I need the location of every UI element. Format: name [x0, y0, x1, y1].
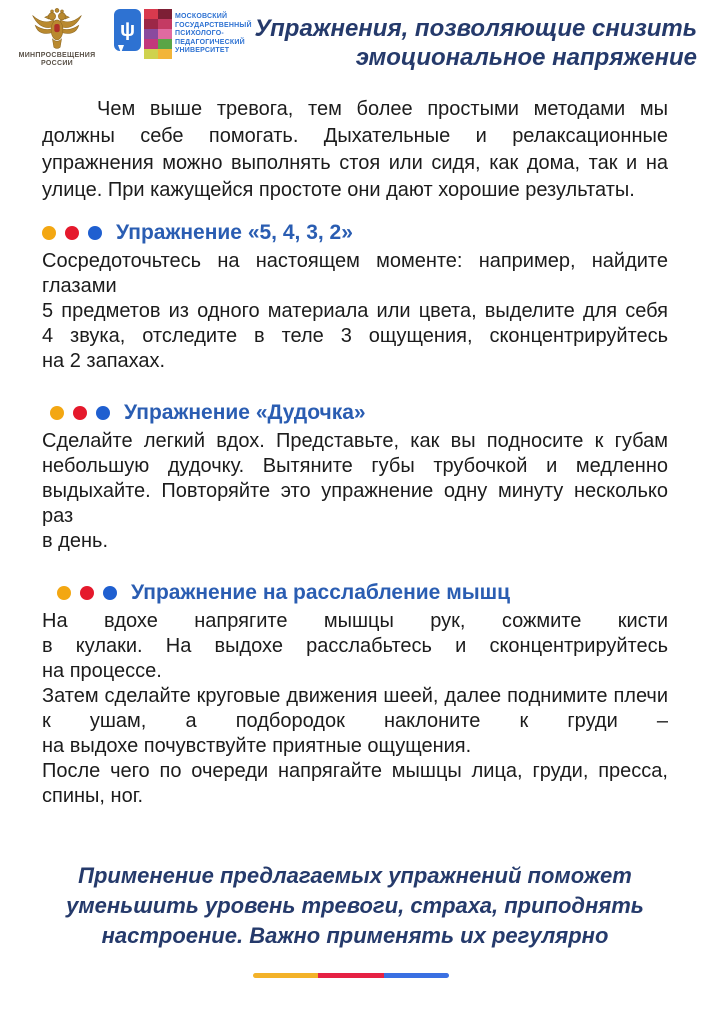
content-area: [0, 96, 709, 951]
red-dot-icon: [65, 226, 79, 240]
university-name: МОСКОВСКИЙ ГОСУДАРСТВЕННЫЙ ПСИХОЛОГО- ПЕДАГОГИЧЕСКИЙ УНИВЕРСИТЕТ: [175, 13, 252, 54]
body-line: на выдохе почувствуйте приятные ощущения.: [42, 735, 472, 757]
footer-red-segment: [318, 973, 383, 978]
body-line: к ушам, а подбородок наклоните к груди –: [42, 710, 668, 732]
section-title: Упражнение «Дудочка»: [124, 401, 366, 424]
closing-statement-line3: настроение. Важно применять их регулярно: [101, 923, 609, 948]
red-dot-icon: [80, 586, 94, 600]
body-line: на 2 запахах.: [42, 350, 166, 372]
psi-symbol: ψ: [119, 18, 136, 41]
body-line: После чего по очереди напрягайте мышцы лица, груди, пресса,: [42, 760, 668, 782]
section-title: Упражнение «5, 4, 3, 2»: [116, 221, 353, 244]
university-color-grid-icon: [144, 9, 172, 59]
section-heading-row: [42, 401, 668, 425]
psi-bubble-icon: [114, 9, 141, 51]
footer-yellow-segment: [253, 973, 318, 978]
body-line: 4 звука, отследите в теле 3 ощущения, сконцентрируйтесь: [42, 325, 668, 347]
blue-dot-icon: [88, 226, 102, 240]
body-line: Затем сделайте круговые движения шеей, далее поднимите плечи: [42, 685, 668, 707]
bullet-dots: [50, 406, 110, 420]
blue-dot-icon: [103, 586, 117, 600]
closing-statement-line1: Применение предлагаемых упражнений поможет: [78, 863, 632, 888]
logo-group: [14, 6, 252, 68]
ministry-logo: [14, 6, 100, 68]
page-header: [0, 0, 709, 84]
footer-blue-segment: [384, 973, 449, 978]
bullet-dots: [57, 586, 117, 600]
page-title-line1: Упражнения, позволяющие снизить: [254, 15, 697, 42]
blue-dot-icon: [96, 406, 110, 420]
section-heading-row: [42, 221, 668, 245]
body-line: выдыхайте. Повторяйте это упражнение одну минуту несколько раз: [42, 480, 668, 527]
ministry-caption-line2: РОССИИ: [41, 60, 73, 67]
body-line: небольшую дудочку. Вытяните губы трубочкой и медленно: [42, 455, 668, 477]
closing-statement-line2: уменьшить уровень тревоги, страха, приподнять: [66, 893, 644, 918]
yellow-dot-icon: [50, 406, 64, 420]
intro-paragraph: Чем выше тревога, тем более простыми методами мы должны себе помогать. Дыхательные и релаксационные упражнения можно выполнять стоя или сидя, как дома, так и на улице. При кажущейся простоте они дают хорошие результаты.: [42, 98, 668, 201]
body-line: в день.: [42, 530, 108, 552]
body-line: 5 предметов из одного материала или цвета, выделите для себя: [42, 300, 668, 322]
section-exercise-dudochka: [42, 401, 668, 554]
page-title-line2: эмоциональное напряжение: [355, 44, 697, 71]
footer-tricolor-line: [253, 973, 449, 978]
section-exercise-muscle-relaxation: [42, 581, 668, 809]
body-line: спины, ног.: [42, 785, 144, 807]
section-title: Упражнение на расслабление мышц: [131, 581, 511, 604]
bullet-dots: [42, 226, 102, 240]
body-line: На вдохе напрягите мышцы рук, сожмите кисти: [42, 610, 668, 632]
body-line: Сосредоточьтесь на настоящем моменте: например, найдите глазами: [42, 250, 668, 297]
closing-statement: [42, 861, 668, 951]
body-line: в кулаки. На выдохе расслабьтесь и сконцентрируйтесь: [42, 635, 668, 657]
body-line: Сделайте легкий вдох. Представьте, как вы подносите к губам: [42, 430, 668, 452]
section-exercise-5432: [42, 221, 668, 374]
page-title: [254, 6, 699, 72]
yellow-dot-icon: [42, 226, 56, 240]
yellow-dot-icon: [57, 586, 71, 600]
red-dot-icon: [73, 406, 87, 420]
ministry-eagle-icon: [28, 6, 86, 52]
section-heading-row: [42, 581, 668, 605]
university-logo: [114, 6, 252, 59]
ministry-caption-line1: МИНПРОСВЕЩЕНИЯ: [18, 52, 96, 59]
body-line: на процессе.: [42, 660, 162, 682]
